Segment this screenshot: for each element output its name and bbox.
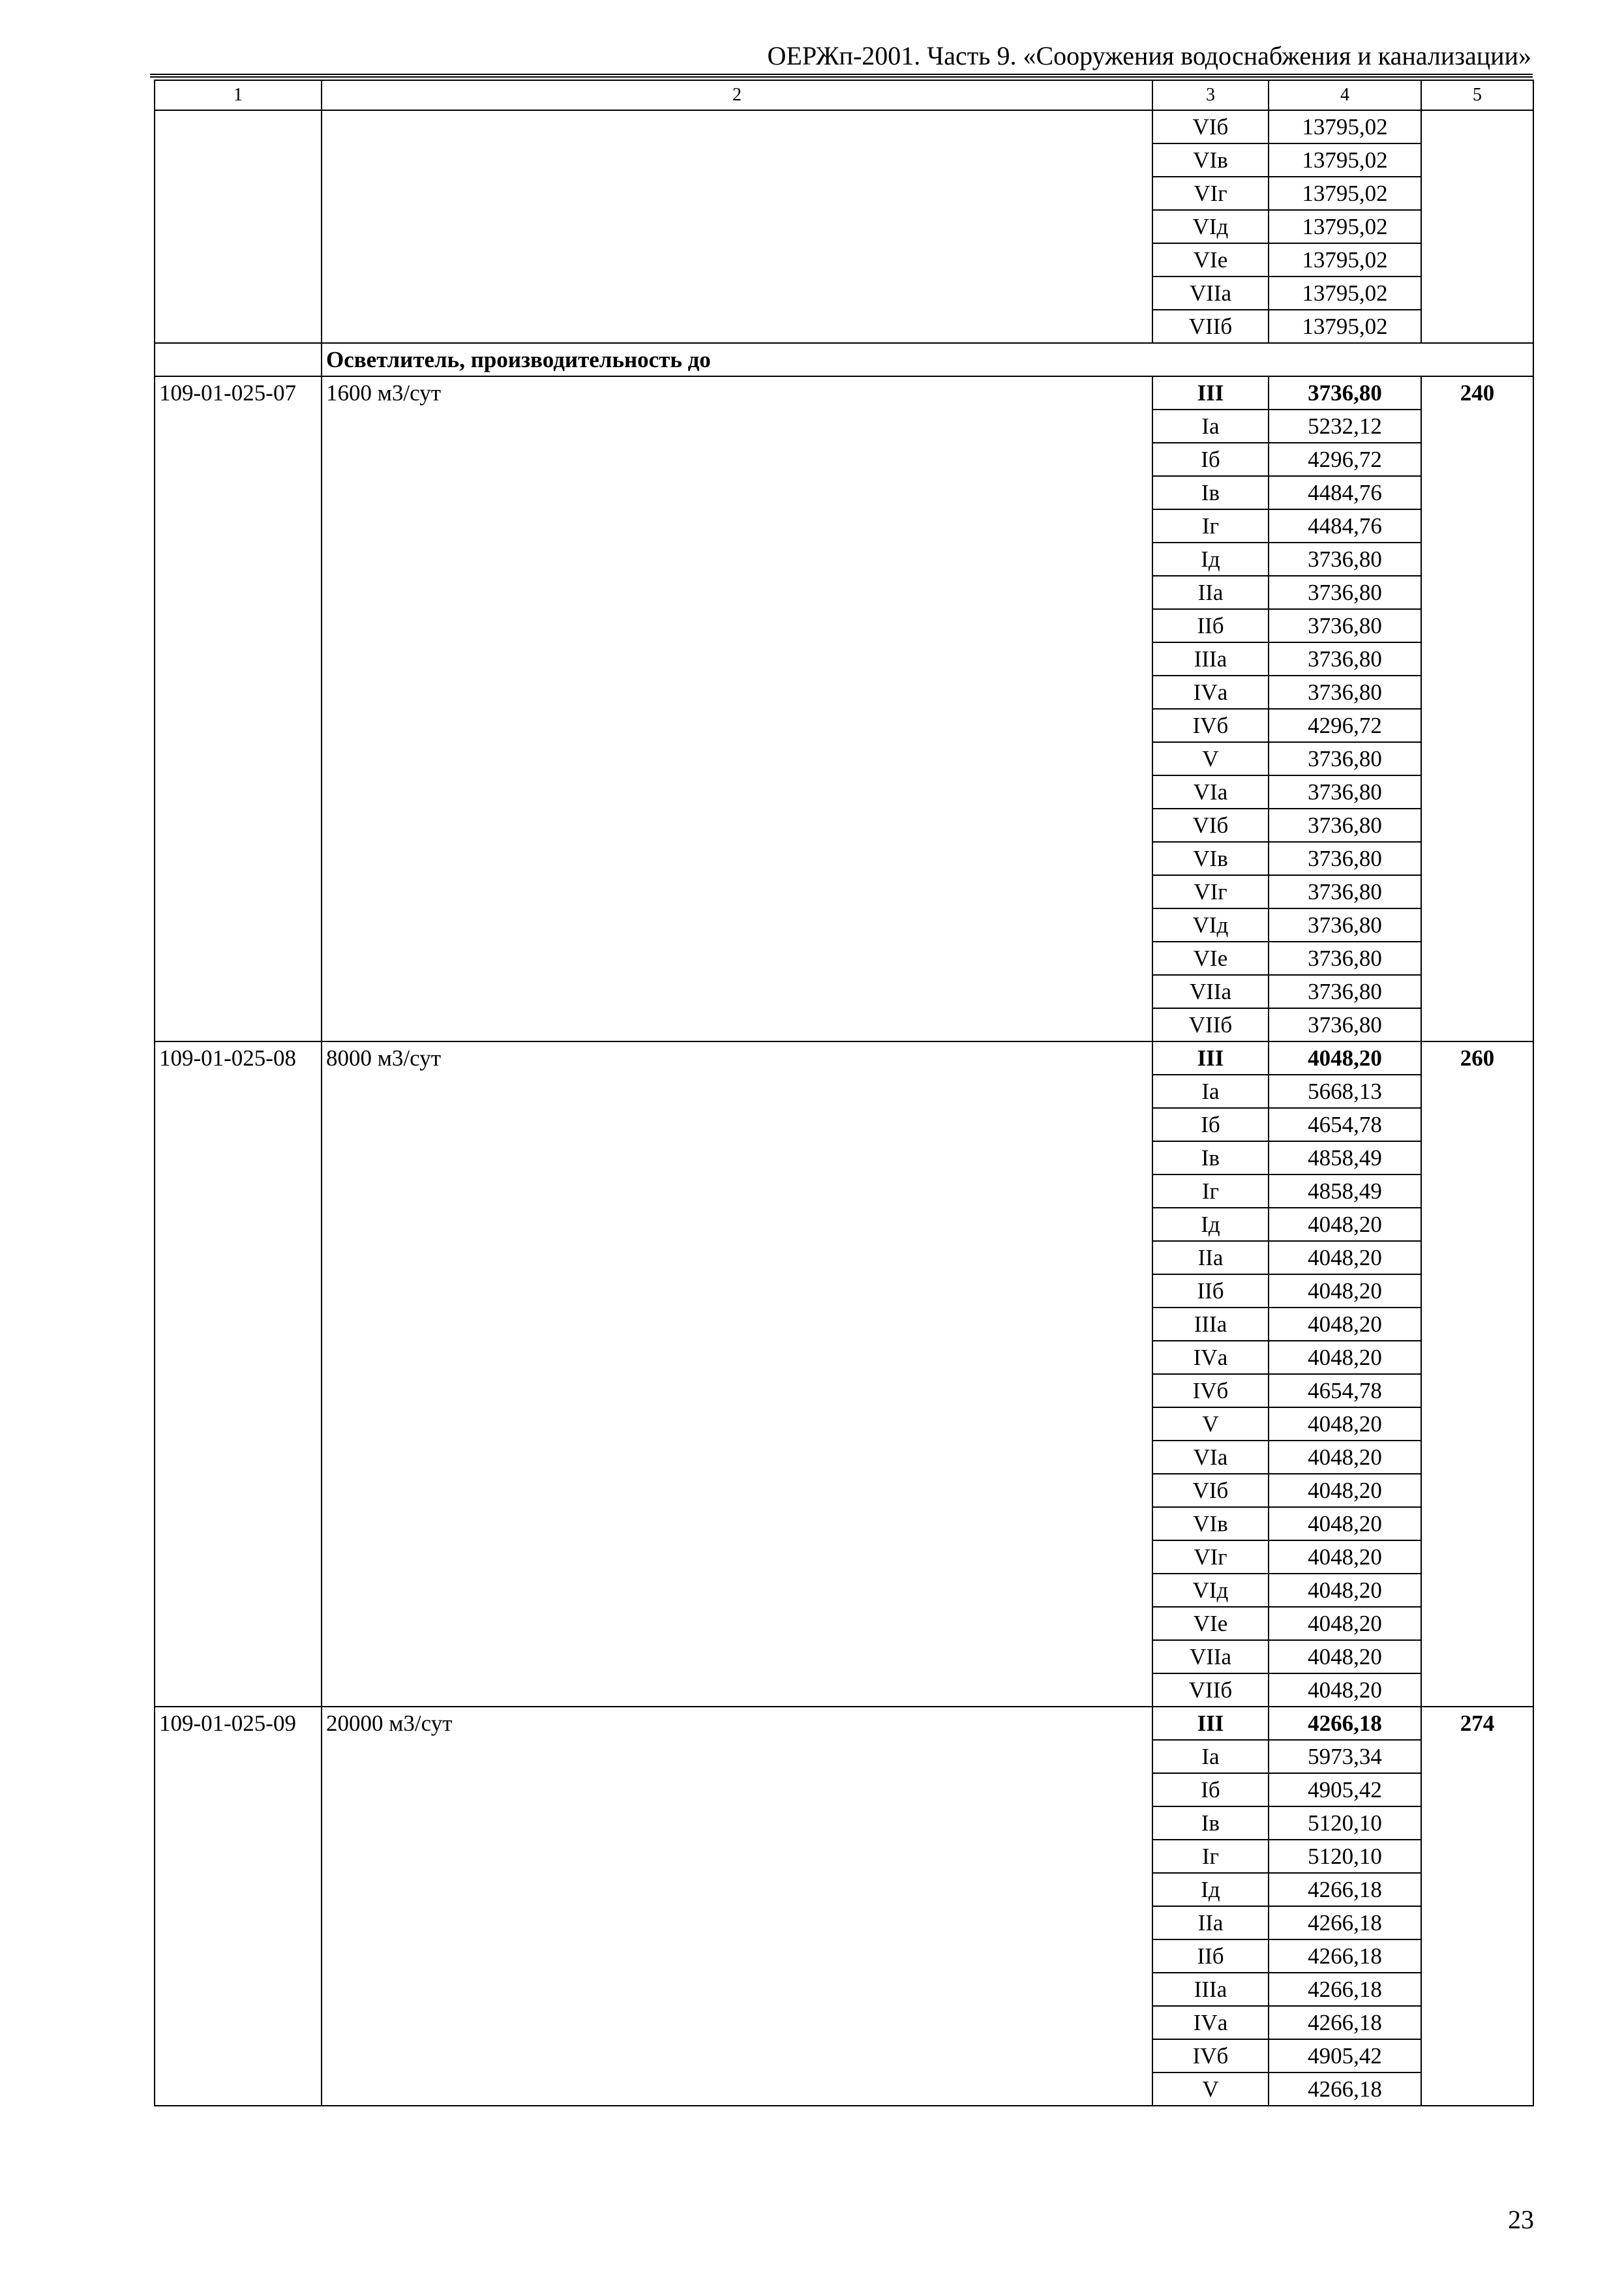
zone-cell: III (1152, 1707, 1269, 1740)
price-cell: 4266,18 (1269, 1906, 1421, 1939)
price-cell: 4484,76 (1269, 509, 1421, 543)
zone-cell: IIа (1152, 1906, 1269, 1939)
section-title: Осветлитель, производительность до (322, 343, 1533, 376)
zone-cell: VIIб (1152, 1673, 1269, 1707)
price-cell: 3736,80 (1269, 908, 1421, 942)
column-number: 3 (1152, 80, 1269, 110)
price-cell: 5120,10 (1269, 1840, 1421, 1873)
table-row (155, 110, 1533, 143)
price-cell: 4048,20 (1269, 1441, 1421, 1474)
zone-cell: IVб (1152, 2039, 1269, 2072)
page-number: 23 (1508, 2205, 1534, 2234)
price-cell: 13795,02 (1269, 177, 1421, 210)
zone-cell: VIб (1152, 1474, 1269, 1507)
zone-cell: VIг (1152, 875, 1269, 908)
price-cell: 3736,80 (1269, 842, 1421, 875)
zone-cell: VIIб (1152, 310, 1269, 343)
price-cell: 13795,02 (1269, 110, 1421, 143)
price-cell: 4048,20 (1269, 1640, 1421, 1673)
price-cell: 4048,20 (1269, 1474, 1421, 1507)
zone-cell: VIв (1152, 1507, 1269, 1540)
price-cell: 3736,80 (1269, 775, 1421, 809)
price-cell: 13795,02 (1269, 243, 1421, 277)
zone-cell: VIд (1152, 908, 1269, 942)
name-cell: 8000 м3/сут (322, 1041, 1152, 1707)
price-cell: 3736,80 (1269, 742, 1421, 775)
code-cell (155, 110, 322, 343)
column-number-row (155, 80, 1533, 110)
zone-cell: VIд (1152, 210, 1269, 243)
name-cell (322, 110, 1152, 343)
zone-cell: Iв (1152, 1141, 1269, 1174)
price-cell: 5973,34 (1269, 1740, 1421, 1773)
price-cell: 13795,02 (1269, 277, 1421, 310)
price-cell: 4048,20 (1269, 1274, 1421, 1308)
price-cell: 3736,80 (1269, 376, 1421, 410)
price-cell: 4266,18 (1269, 1973, 1421, 2006)
column-number: 2 (322, 80, 1152, 110)
code-cell: 109-01-025-07 (155, 376, 322, 1041)
header-double-rule (150, 74, 1533, 78)
zone-cell: Iб (1152, 1773, 1269, 1806)
name-cell: 20000 м3/сут (322, 1707, 1152, 2106)
price-cell: 4048,20 (1269, 1607, 1421, 1640)
price-cell: 3736,80 (1269, 875, 1421, 908)
zone-cell: Iд (1152, 1208, 1269, 1241)
zone-cell: Iг (1152, 1840, 1269, 1873)
price-cell: 4266,18 (1269, 2072, 1421, 2106)
col5-cell: 274 (1421, 1707, 1533, 2106)
zone-cell: Iб (1152, 1108, 1269, 1141)
zone-cell: IIб (1152, 609, 1269, 642)
zone-cell: VIа (1152, 1441, 1269, 1474)
zone-cell: VIг (1152, 177, 1269, 210)
zone-cell: Iа (1152, 1075, 1269, 1108)
col5-cell: 260 (1421, 1041, 1533, 1707)
price-cell: 3736,80 (1269, 609, 1421, 642)
price-table (154, 80, 1534, 2106)
zone-cell: Iг (1152, 1174, 1269, 1208)
price-cell: 3736,80 (1269, 543, 1421, 576)
zone-cell: IVа (1152, 676, 1269, 709)
table-row (155, 1707, 1533, 1740)
zone-cell: VIе (1152, 1607, 1269, 1640)
zone-cell: III (1152, 1041, 1269, 1075)
price-cell: 4858,49 (1269, 1174, 1421, 1208)
price-cell: 4296,72 (1269, 443, 1421, 476)
table-row (155, 376, 1533, 410)
zone-cell: VIв (1152, 143, 1269, 177)
zone-cell: IVб (1152, 709, 1269, 742)
zone-cell: VIе (1152, 243, 1269, 277)
price-cell: 3736,80 (1269, 942, 1421, 975)
price-cell: 4484,76 (1269, 476, 1421, 509)
zone-cell: VIIа (1152, 277, 1269, 310)
zone-cell: IVа (1152, 1341, 1269, 1374)
price-cell: 4266,18 (1269, 1939, 1421, 1973)
section-spacer (155, 343, 322, 376)
zone-cell: Iб (1152, 443, 1269, 476)
table-row (155, 1041, 1533, 1075)
price-cell: 3736,80 (1269, 1008, 1421, 1041)
page-header-title: ОЕРЖп-2001. Часть 9. «Сооружения водоснабжения и канализации» (767, 41, 1531, 70)
price-cell: 3736,80 (1269, 676, 1421, 709)
price-cell: 4048,20 (1269, 1507, 1421, 1540)
zone-cell: III (1152, 376, 1269, 410)
section-row (155, 343, 1533, 376)
col5-cell (1421, 110, 1533, 343)
zone-cell: IIIа (1152, 642, 1269, 676)
price-cell: 5232,12 (1269, 410, 1421, 443)
zone-cell: Iг (1152, 509, 1269, 543)
price-cell: 4858,49 (1269, 1141, 1421, 1174)
zone-cell: IIа (1152, 576, 1269, 609)
price-cell: 13795,02 (1269, 143, 1421, 177)
code-cell: 109-01-025-08 (155, 1041, 322, 1707)
zone-cell: Iв (1152, 1806, 1269, 1840)
zone-cell: IIIа (1152, 1308, 1269, 1341)
zone-cell: VIа (1152, 775, 1269, 809)
price-cell: 4905,42 (1269, 1773, 1421, 1806)
price-cell: 4266,18 (1269, 1707, 1421, 1740)
zone-cell: VIг (1152, 1540, 1269, 1574)
zone-cell: VIIа (1152, 975, 1269, 1008)
price-cell: 4048,20 (1269, 1241, 1421, 1274)
column-number: 1 (155, 80, 322, 110)
zone-cell: IIб (1152, 1274, 1269, 1308)
zone-cell: VIIб (1152, 1008, 1269, 1041)
zone-cell: V (1152, 1407, 1269, 1441)
column-number: 5 (1421, 80, 1533, 110)
column-number: 4 (1269, 80, 1421, 110)
zone-cell: V (1152, 2072, 1269, 2106)
price-cell: 4048,20 (1269, 1574, 1421, 1607)
price-cell: 4654,78 (1269, 1108, 1421, 1141)
price-cell: 13795,02 (1269, 210, 1421, 243)
zone-cell: IVа (1152, 2006, 1269, 2039)
price-cell: 4266,18 (1269, 1873, 1421, 1906)
price-cell: 13795,02 (1269, 310, 1421, 343)
price-cell: 4048,20 (1269, 1407, 1421, 1441)
price-cell: 4048,20 (1269, 1208, 1421, 1241)
price-cell: 4048,20 (1269, 1341, 1421, 1374)
zone-cell: IIIа (1152, 1973, 1269, 2006)
zone-cell: Iв (1152, 476, 1269, 509)
price-cell: 3736,80 (1269, 975, 1421, 1008)
name-cell: 1600 м3/сут (322, 376, 1152, 1041)
zone-cell: VIв (1152, 842, 1269, 875)
price-cell: 4266,18 (1269, 2006, 1421, 2039)
price-cell: 4048,20 (1269, 1540, 1421, 1574)
zone-cell: Iд (1152, 543, 1269, 576)
zone-cell: Iд (1152, 1873, 1269, 1906)
zone-cell: Iа (1152, 410, 1269, 443)
price-cell: 5668,13 (1269, 1075, 1421, 1108)
zone-cell: VIд (1152, 1574, 1269, 1607)
zone-cell: IVб (1152, 1374, 1269, 1407)
code-cell: 109-01-025-09 (155, 1707, 322, 2106)
price-cell: 4905,42 (1269, 2039, 1421, 2072)
zone-cell: IIа (1152, 1241, 1269, 1274)
col5-cell: 240 (1421, 376, 1533, 1041)
zone-cell: Iа (1152, 1740, 1269, 1773)
price-cell: 3736,80 (1269, 642, 1421, 676)
price-cell: 4048,20 (1269, 1308, 1421, 1341)
price-cell: 4296,72 (1269, 709, 1421, 742)
zone-cell: VIб (1152, 110, 1269, 143)
zone-cell: VIб (1152, 809, 1269, 842)
price-cell: 4048,20 (1269, 1673, 1421, 1707)
price-cell: 3736,80 (1269, 809, 1421, 842)
price-cell: 4654,78 (1269, 1374, 1421, 1407)
price-cell: 3736,80 (1269, 576, 1421, 609)
zone-cell: IIб (1152, 1939, 1269, 1973)
price-cell: 4048,20 (1269, 1041, 1421, 1075)
zone-cell: V (1152, 742, 1269, 775)
price-cell: 5120,10 (1269, 1806, 1421, 1840)
zone-cell: VIIа (1152, 1640, 1269, 1673)
zone-cell: VIе (1152, 942, 1269, 975)
